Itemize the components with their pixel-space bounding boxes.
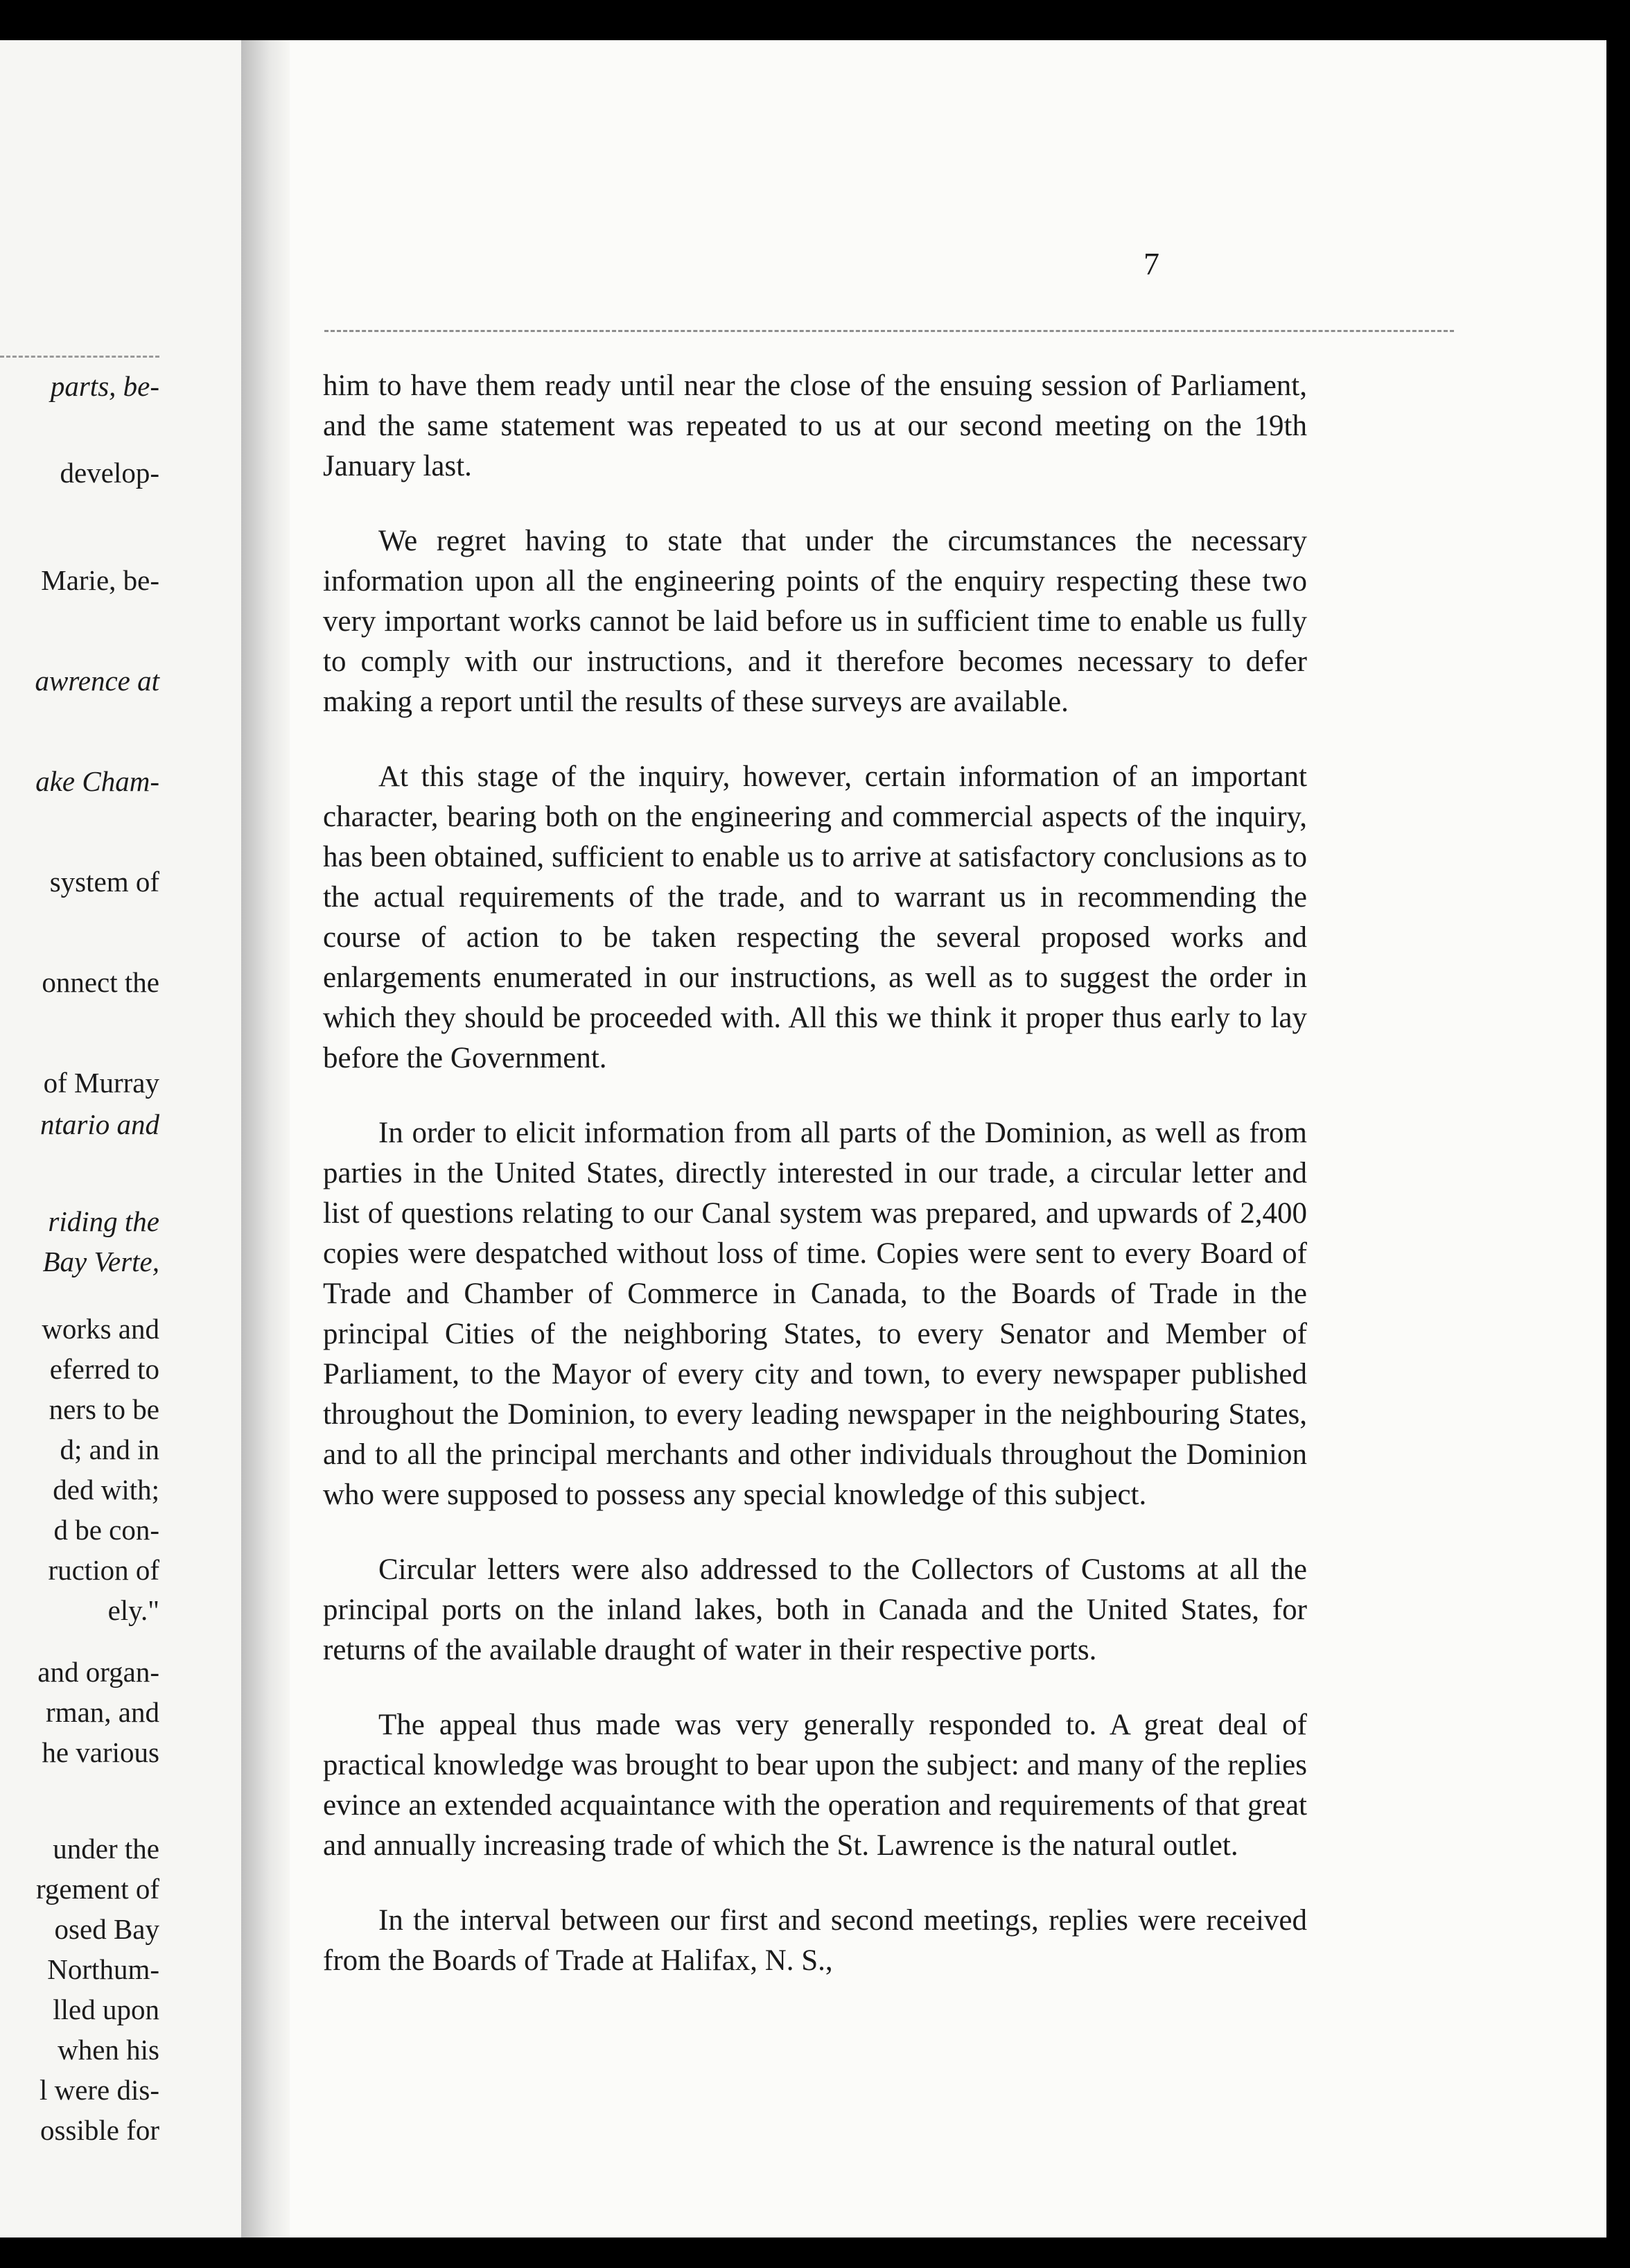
header-rule [324,330,1454,332]
page-body-text [323,366,1307,2016]
left-line-fragment: rman, and [46,1696,159,1728]
left-line-fragment: l were dis- [39,2074,159,2106]
left-line-fragment: Northum- [47,1953,159,1985]
left-line-fragment: d; and in [60,1433,159,1465]
paragraph: At this stage of the inquiry, however, certain information of an important character, bearing both on the engineering and commercial aspects of the inquiry, has been obtained, sufficient to enable us to arrive at satisfactory conclusions as to the actual requirements of the trade, and to warrant us in recommending the course of action to be taken respecting the several proposed works and enlargements enumerated in our instructions, as well as to suggest the order in which they should be proceeded with. All this we think it proper thus early to lay before the Government. [323,760,1307,1074]
left-line-fragment: d be con- [53,1514,159,1546]
paragraph: We regret having to state that under the circumstances the necessary information upon all the engineering points of the enquiry respecting these two very important works cannot be laid before us in sufficient time to enable us fully to comply with our instructions, and it therefore becomes necessary to defer making a report until the results of these surveys are available. [323,525,1307,718]
left-line-fragment: he various [42,1736,159,1768]
right-page [290,40,1606,2238]
left-line-fragment: ners to be [49,1393,159,1425]
left-line-fragment: when his [58,2034,159,2066]
paragraph: him to have them ready until near the close of the ensuing session of Parliament, and the same statement was repeated to us at our second meeting on the 19th January last. [323,369,1307,482]
left-line-fragment: awrence at [35,665,159,697]
left-line-fragment: Marie, be- [41,564,159,596]
paragraph: The appeal thus made was very generally responded to. A great deal of practical knowledge was brought to bear upon the subject: and many of the replies evince an extended acquaintance with the operation and requirements of that great and annually increasing trade of which the St. Lawrence is the natural outlet. [323,1709,1307,1862]
left-line-fragment: under the [53,1833,159,1865]
page-number: 7 [1143,246,1159,281]
left-line-fragment: system of [49,866,159,898]
left-line-fragment: and organ- [37,1656,159,1688]
left-line-fragment: Bay Verte, [42,1246,159,1277]
left-line-fragment: of Murray [43,1067,159,1099]
left-line-fragment: ntario and [40,1108,159,1140]
paragraph: Circular letters were also addressed to the Collectors of Customs at all the principal ports on the inland lakes, both in Canada and the United States, for returns of the available draught of water in their respective ports. [323,1553,1307,1666]
left-line-fragment: riding the [48,1205,159,1237]
left-line-fragment: eferred to [49,1353,159,1385]
left-line-fragment: parts, be- [50,370,159,402]
left-line-fragment: osed Bay [54,1913,159,1945]
left-line-fragment: ded with; [53,1474,159,1506]
left-line-fragment: works and [42,1313,159,1345]
left-line-fragment: ely." [107,1594,159,1626]
left-line-fragment: rgement of [36,1873,159,1905]
left-line-fragment: ruction of [48,1554,159,1586]
left-line-fragment: ake Cham- [35,765,159,797]
left-line-fragment: lled upon [53,1994,159,2025]
left-line-fragment: develop- [60,457,159,489]
book-gutter [241,40,290,2238]
paragraph: In order to elicit information from all parts of the Dominion, as well as from parties in the United States, directly interested in our trade, a circular letter and list of questions relating to our Canal system was prepared, and upwards of 2,400 copies were despatched without loss of time. Copies were sent to every Board of Trade and Chamber of Commerce in Canada, to the Boards of Trade in the principal Cities of the neighboring States, to every Senator and Member of Parliament, to the Mayor of every city and town, to every newspaper published throughout the Dominion, to every leading newspaper in the neighbouring States, and to all the principal merchants and other individuals throughout the Dominion who were supposed to possess any special knowledge of this subject. [323,1117,1307,1511]
paragraph: In the interval between our first and second meetings, replies were received from the Boards of Trade at Halifax, N. S., [323,1904,1307,1977]
left-page-header-rule [0,356,159,358]
left-facing-page [0,40,241,2238]
left-line-fragment: ossible for [40,2114,159,2146]
left-line-fragment: onnect the [42,966,159,998]
